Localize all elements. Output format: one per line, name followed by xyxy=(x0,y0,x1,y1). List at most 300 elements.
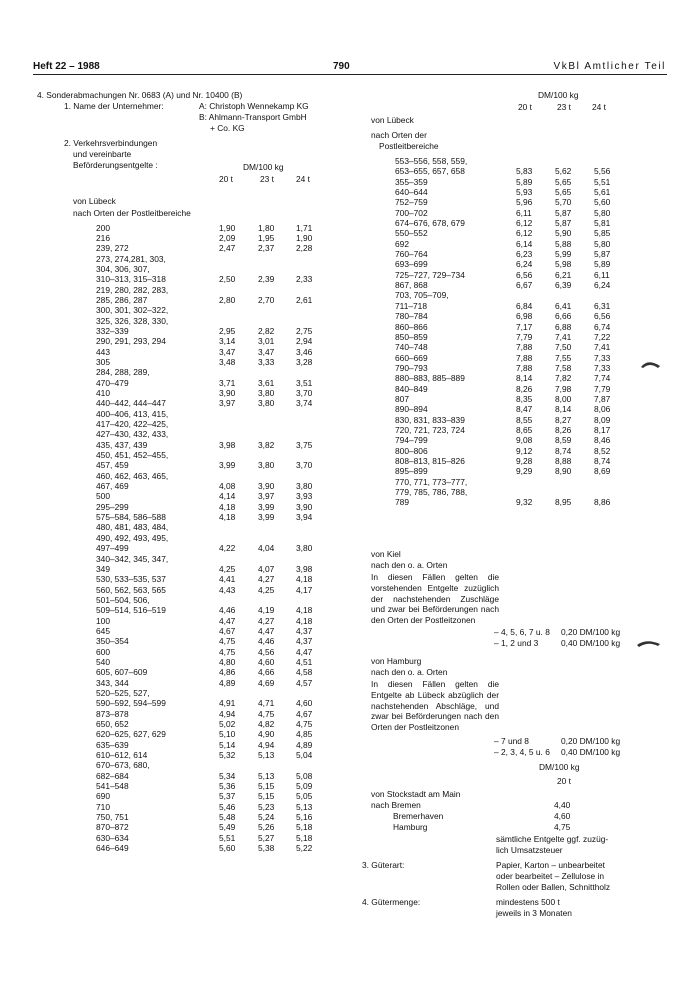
left-table-rate-24t: 3,28 xyxy=(296,356,313,367)
right-table-rate-23t: 7,50 xyxy=(555,342,572,353)
origin-hamburg: von Hamburg xyxy=(371,656,422,666)
hamburg-zone-2: – 2, 3, 4, 5 u. 6 xyxy=(494,747,550,757)
left-table-rate-24t: 3,98 xyxy=(296,563,313,574)
col-header-23t: 23 t xyxy=(260,174,274,184)
right-table-postcode: 808–813, 815–826 xyxy=(395,455,465,466)
col-header-24t: 24 t xyxy=(296,174,310,184)
left-table-row xyxy=(0,688,350,698)
left-table-row xyxy=(0,812,350,822)
right-table-row xyxy=(0,290,700,300)
right-table-row xyxy=(0,208,700,218)
left-table-rate-24t: 2,94 xyxy=(296,336,313,347)
right-table-rate-20t: 7,88 xyxy=(516,342,533,353)
left-table-rate-23t: 3,90 xyxy=(258,481,275,492)
left-table-postcode: 646–649 xyxy=(96,843,129,854)
right-table-postcode: 880–883, 885–889 xyxy=(395,373,465,384)
right-table-rate-20t: 9,29 xyxy=(516,466,533,477)
section-1-label: 1. Name der Unternehmer: xyxy=(64,101,164,111)
right-table-rate-23t: 5,88 xyxy=(555,238,572,249)
right-table-rate-24t: 6,31 xyxy=(594,300,611,311)
left-table-postcode: 295–299 xyxy=(96,501,129,512)
left-table-rate-24t: 4,89 xyxy=(296,739,313,750)
left-table-row xyxy=(0,533,350,543)
left-table-postcode: 690 xyxy=(96,791,110,802)
left-table-rate-24t: 3,80 xyxy=(296,481,313,492)
right-table-rate-20t: 5,83 xyxy=(516,166,533,177)
left-table-rate-20t: 3,48 xyxy=(219,356,236,367)
right-table-row xyxy=(0,456,700,466)
left-table-rate-20t: 2,95 xyxy=(219,325,236,336)
left-table-rate-24t: 4,17 xyxy=(296,584,313,595)
right-table-rate-20t: 8,35 xyxy=(516,393,533,404)
unit-header: DM/100 kg xyxy=(243,162,284,172)
left-table-row xyxy=(0,678,350,688)
right-table-postcode: 703, 705–709, xyxy=(395,290,449,301)
left-table-rate-23t: 4,94 xyxy=(258,739,275,750)
right-table-row xyxy=(0,156,700,166)
left-table-row xyxy=(0,585,350,595)
left-table-postcode: 630–634 xyxy=(96,832,129,843)
left-table-rate-20t: 2,09 xyxy=(219,232,236,243)
left-table-postcode: 500 xyxy=(96,491,110,502)
left-table-postcode: 520–525, 527, xyxy=(96,687,150,698)
right-table-postcode: 770, 771, 773–777, xyxy=(395,476,468,487)
left-table-rate-20t: 5,49 xyxy=(219,822,236,833)
left-table-rate-23t: 5,38 xyxy=(258,843,275,854)
left-table-postcode: 541–548 xyxy=(96,781,129,792)
right-table-rate-23t: 8,00 xyxy=(555,393,572,404)
left-table-rate-20t: 3,71 xyxy=(219,377,236,388)
left-table-rate-23t: 2,70 xyxy=(258,294,275,305)
left-table-rate-24t: 4,57 xyxy=(296,677,313,688)
left-table-rate-23t: 2,37 xyxy=(258,243,275,254)
right-table-row xyxy=(0,404,700,414)
right-table-rate-23t: 8,14 xyxy=(555,404,572,415)
left-table-rate-23t: 4,04 xyxy=(258,543,275,554)
right-table-postcode: 867, 868 xyxy=(395,280,428,291)
right-unit-header: DM/100 kg xyxy=(538,90,579,100)
left-table-rate-23t: 3,01 xyxy=(258,336,275,347)
right-destination-heading-1: nach Orten der xyxy=(371,130,427,140)
left-table-rate-20t: 5,48 xyxy=(219,812,236,823)
right-table-rate-24t: 7,87 xyxy=(594,393,611,404)
right-table-rate-20t: 6,84 xyxy=(516,300,533,311)
right-table-rate-24t: 8,52 xyxy=(594,445,611,456)
stockstadt-unit: DM/100 kg xyxy=(539,762,580,772)
left-table-postcode: 470–479 xyxy=(96,377,129,388)
left-table-rate-23t: 4,66 xyxy=(258,667,275,678)
left-table-rate-23t: 4,27 xyxy=(258,574,275,585)
hamburg-rate-2: 0,40 DM/100 kg xyxy=(561,747,621,757)
left-table-postcode: 650, 652 xyxy=(96,719,129,729)
right-table-row xyxy=(0,415,700,425)
left-table-postcode: 440–442, 444–447 xyxy=(96,398,166,409)
left-table-row xyxy=(0,522,350,532)
left-table-rate-23t: 4,71 xyxy=(258,698,275,709)
destination-heading: nach Orten der Postleitbereiche xyxy=(73,208,191,218)
kiel-zone-2: – 1, 2 und 3 xyxy=(494,638,539,648)
right-table-rate-23t: 7,55 xyxy=(555,352,572,363)
left-table-rate-24t: 2,33 xyxy=(296,274,313,285)
right-table-postcode: 760–764 xyxy=(395,249,428,260)
right-table-postcode: 789 xyxy=(395,497,409,508)
left-table-postcode: 873–878 xyxy=(96,708,129,719)
left-table-row xyxy=(0,647,350,657)
left-table-postcode: 635–639 xyxy=(96,739,129,750)
left-table-postcode: 509–514, 516–519 xyxy=(96,605,166,616)
left-table-rate-24t: 4,18 xyxy=(296,574,313,585)
left-table-rate-24t: 4,60 xyxy=(296,698,313,709)
left-table-rate-23t: 3,61 xyxy=(258,377,275,388)
right-table-row xyxy=(0,394,700,404)
left-table-postcode: 435, 437, 439 xyxy=(96,439,148,450)
left-table-rate-20t: 1,90 xyxy=(219,222,236,233)
left-table-rate-20t: 5,32 xyxy=(219,750,236,761)
right-table-rate-20t: 5,96 xyxy=(516,197,533,208)
right-table-rate-20t: 6,12 xyxy=(516,218,533,229)
left-table-rate-20t: 4,91 xyxy=(219,698,236,709)
left-table-rate-24t: 4,18 xyxy=(296,615,313,626)
right-table-rate-23t: 6,21 xyxy=(555,269,572,280)
left-table-rate-23t: 3,33 xyxy=(258,356,275,367)
left-table-rate-24t: 5,22 xyxy=(296,843,313,854)
stockstadt-to-hamburg: Hamburg xyxy=(393,822,428,832)
left-table-row xyxy=(0,616,350,626)
right-table-rate-24t: 7,22 xyxy=(594,331,611,342)
left-table-postcode: 450, 451, 452–455, xyxy=(96,450,169,461)
left-table-rate-24t: 4,37 xyxy=(296,625,313,636)
left-table-rate-20t: 4,08 xyxy=(219,481,236,492)
right-table-postcode: 794–799 xyxy=(395,435,428,446)
left-table-rate-20t: 2,47 xyxy=(219,243,236,254)
right-table-postcode: 640–644 xyxy=(395,187,428,198)
left-table-rate-23t: 1,80 xyxy=(258,222,275,233)
right-table-rate-20t: 9,12 xyxy=(516,445,533,456)
left-table-rate-20t: 3,90 xyxy=(219,388,236,398)
right-table-row xyxy=(0,239,700,249)
left-table-postcode: 239, 272 xyxy=(96,243,129,254)
left-table-rate-23t: 5,13 xyxy=(258,750,275,761)
left-table-rate-23t: 3,80 xyxy=(258,460,275,471)
right-table-rate-20t: 6,67 xyxy=(516,280,533,291)
right-col-header-24t: 24 t xyxy=(592,102,606,112)
right-table-rate-23t: 7,82 xyxy=(555,373,572,384)
col-header-20t: 20 t xyxy=(219,174,233,184)
left-table-row xyxy=(0,709,350,719)
right-table-rate-20t: 6,56 xyxy=(516,269,533,280)
left-table-rate-23t: 4,46 xyxy=(258,636,275,647)
left-table-rate-20t: 4,43 xyxy=(219,584,236,595)
left-table-postcode: 575–584, 586–588 xyxy=(96,512,166,523)
right-table-rate-23t: 5,70 xyxy=(555,197,572,208)
left-table-rate-24t: 5,05 xyxy=(296,791,313,802)
right-table-row xyxy=(0,270,700,280)
left-table-rate-23t: 4,19 xyxy=(258,605,275,616)
left-table-row xyxy=(0,791,350,801)
right-table-row xyxy=(0,353,700,363)
left-table-postcode: 290, 291, 293, 294 xyxy=(96,336,166,347)
left-table-row xyxy=(0,750,350,760)
left-table-rate-24t: 3,93 xyxy=(296,491,313,502)
right-table-rate-20t: 8,14 xyxy=(516,373,533,384)
vat-note-1: sämtliche Entgelte ggf. zuzüg- xyxy=(496,834,609,844)
goods-quantity-1: mindestens 500 t xyxy=(496,897,560,907)
left-table-row xyxy=(0,657,350,667)
right-table-rate-23t: 5,98 xyxy=(555,259,572,270)
left-table-rate-20t: 5,34 xyxy=(219,770,236,781)
right-table-rate-24t: 7,74 xyxy=(594,373,611,384)
left-table-rate-20t: 4,86 xyxy=(219,667,236,678)
left-table-rate-23t: 4,07 xyxy=(258,563,275,574)
right-table-row xyxy=(0,477,700,487)
right-table-row xyxy=(0,373,700,383)
left-table-rate-23t: 4,60 xyxy=(258,656,275,667)
right-col-header-23t: 23 t xyxy=(557,102,571,112)
right-table-rate-23t: 8,95 xyxy=(555,497,572,508)
left-table-rate-24t: 2,28 xyxy=(296,243,313,254)
right-table-row xyxy=(0,166,700,176)
left-table-postcode: 467, 469 xyxy=(96,481,129,492)
left-table-rate-23t: 4,47 xyxy=(258,625,275,636)
left-table-rate-23t: 3,99 xyxy=(258,512,275,523)
right-table-postcode: 553–556, 558, 559, xyxy=(395,156,468,166)
right-table-rate-23t: 6,66 xyxy=(555,311,572,322)
right-table-rate-20t: 7,88 xyxy=(516,362,533,373)
left-table-row xyxy=(0,554,350,564)
left-table-rate-23t: 5,26 xyxy=(258,822,275,833)
right-table-rate-24t: 8,17 xyxy=(594,424,611,435)
right-table-postcode: 693–699 xyxy=(395,259,428,270)
left-table-postcode: 343, 344 xyxy=(96,677,129,688)
left-table-rate-24t: 2,75 xyxy=(296,325,313,336)
hamburg-destination: nach den o. a. Orten xyxy=(371,667,448,677)
right-table-rate-23t: 8,26 xyxy=(555,424,572,435)
right-table-rate-20t: 7,88 xyxy=(516,352,533,363)
left-table-rate-23t: 5,23 xyxy=(258,801,275,812)
hamburg-rate-1: 0,20 DM/100 kg xyxy=(561,736,621,746)
left-table-postcode: 710 xyxy=(96,801,110,812)
goods-type-3: Rollen oder Ballen, Schnittholz xyxy=(496,882,611,892)
left-table-row xyxy=(0,564,350,574)
left-table-row xyxy=(0,729,350,739)
right-table-rate-23t: 8,74 xyxy=(555,445,572,456)
right-table-row xyxy=(0,280,700,290)
left-table-rate-20t: 4,41 xyxy=(219,574,236,585)
left-table-postcode: 427–430, 432, 433, xyxy=(96,429,169,440)
left-table-rate-20t: 5,46 xyxy=(219,801,236,812)
left-table-rate-20t: 5,60 xyxy=(219,843,236,854)
right-table-row xyxy=(0,301,700,311)
right-table-rate-20t: 6,12 xyxy=(516,228,533,239)
left-table-rate-23t: 3,99 xyxy=(258,501,275,512)
left-table-rate-23t: 4,56 xyxy=(258,646,275,657)
left-table-row xyxy=(0,843,350,853)
left-table-row xyxy=(0,636,350,646)
left-table-rate-24t: 5,13 xyxy=(296,801,313,812)
left-table-rate-20t: 5,14 xyxy=(219,739,236,750)
right-table-rate-24t: 6,56 xyxy=(594,311,611,322)
left-table-rate-24t: 4,67 xyxy=(296,708,313,719)
left-table-rate-24t: 4,47 xyxy=(296,646,313,657)
left-table-rate-20t: 3,47 xyxy=(219,346,236,357)
page-number: 790 xyxy=(333,61,350,72)
right-table-rate-23t: 5,87 xyxy=(555,218,572,229)
origin-luebeck: von Lübeck xyxy=(73,196,116,206)
right-table-rate-24t: 8,74 xyxy=(594,455,611,466)
left-table-rate-20t: 4,18 xyxy=(219,501,236,512)
right-table-row xyxy=(0,228,700,238)
right-table-row xyxy=(0,487,700,497)
left-table-postcode: 305 xyxy=(96,356,110,367)
right-table-rate-20t: 6,23 xyxy=(516,249,533,260)
left-table-postcode: 410 xyxy=(96,388,110,398)
left-table-row xyxy=(0,595,350,605)
kiel-rate-2: 0,40 DM/100 kg xyxy=(561,638,621,648)
right-table-rate-24t: 5,87 xyxy=(594,249,611,260)
section-2-label-1: 2. Verkehrsverbindungen xyxy=(64,138,158,148)
right-table-rate-20t: 9,32 xyxy=(516,497,533,508)
kiel-zone-1: – 4, 5, 6, 7 u. 8 xyxy=(494,627,550,637)
right-table-rate-24t: 8,69 xyxy=(594,466,611,477)
right-table-rate-20t: 8,55 xyxy=(516,414,533,425)
right-table-rate-23t: 5,99 xyxy=(555,249,572,260)
stockstadt-to-bremen: nach Bremen xyxy=(371,800,421,810)
left-table-rate-20t: 4,75 xyxy=(219,646,236,657)
right-table-postcode: 692 xyxy=(395,238,409,249)
right-table-row xyxy=(0,497,700,507)
right-table-rate-20t: 6,14 xyxy=(516,238,533,249)
left-table-rate-20t: 4,46 xyxy=(219,605,236,616)
left-table-rate-24t: 5,09 xyxy=(296,781,313,792)
left-table-rate-20t: 4,67 xyxy=(219,625,236,636)
left-table-postcode: 457, 459 xyxy=(96,460,129,471)
left-table-row xyxy=(0,512,350,522)
left-table-rate-23t: 4,82 xyxy=(258,719,275,729)
right-table-rate-24t: 8,09 xyxy=(594,414,611,425)
right-table-postcode: 653–655, 657, 658 xyxy=(395,166,465,177)
running-header-right: VkBl Amtlicher Teil xyxy=(553,61,666,72)
company-b: B: Ahlmann-Transport GmbH xyxy=(199,112,307,122)
right-table-row xyxy=(0,332,700,342)
left-table-row xyxy=(0,719,350,729)
left-table-postcode: 620–625, 627, 629 xyxy=(96,729,166,740)
right-table-rate-23t: 5,90 xyxy=(555,228,572,239)
left-table-postcode: 200 xyxy=(96,222,110,233)
right-col-header-20t: 20 t xyxy=(518,102,532,112)
left-table-postcode: 300, 301, 302–322, xyxy=(96,305,169,316)
right-table-postcode: 550–552 xyxy=(395,228,428,239)
left-table-postcode: 325, 326, 328, 330, xyxy=(96,315,169,326)
right-table-rate-20t: 6,98 xyxy=(516,311,533,322)
goods-type-1: Papier, Karton – unbearbeitet xyxy=(496,860,605,870)
left-table-row xyxy=(0,626,350,636)
left-table-postcode: 340–342, 345, 347, xyxy=(96,553,169,564)
right-table-row xyxy=(0,311,700,321)
right-table-postcode: 780–784 xyxy=(395,311,428,322)
right-table-row xyxy=(0,259,700,269)
right-table-postcode: 860–866 xyxy=(395,321,428,332)
kiel-destination: nach den o. a. Orten xyxy=(371,560,448,570)
left-table-row xyxy=(0,543,350,553)
left-table-row xyxy=(0,802,350,812)
right-table-rate-24t: 7,33 xyxy=(594,352,611,363)
left-table-postcode: 417–420, 422–425, xyxy=(96,419,169,430)
left-table-postcode: 497–499 xyxy=(96,543,129,554)
right-table-postcode: 720, 721, 723, 724 xyxy=(395,424,465,435)
right-table-rate-23t: 7,41 xyxy=(555,331,572,342)
left-table-rate-23t: 2,82 xyxy=(258,325,275,336)
left-table-rate-23t: 1,95 xyxy=(258,232,275,243)
left-table-postcode: 284, 288, 289, xyxy=(96,367,150,378)
vat-note-2: lich Umsatzsteuer xyxy=(496,845,563,855)
left-table-postcode: 350–354 xyxy=(96,636,129,647)
left-table-postcode: 310–313, 315–318 xyxy=(96,274,166,285)
right-table-postcode: 752–759 xyxy=(395,197,428,208)
goods-quantity-2: jeweils in 3 Monaten xyxy=(496,908,572,918)
hamburg-zone-1: – 7 und 8 xyxy=(494,736,529,746)
right-table-rate-24t: 5,51 xyxy=(594,176,611,187)
left-table-postcode: 273, 274,281, 303, xyxy=(96,253,166,264)
left-table-rate-23t: 3,47 xyxy=(258,346,275,357)
right-table-rate-23t: 5,65 xyxy=(555,187,572,198)
left-table-rate-24t: 3,80 xyxy=(296,543,313,554)
left-table-rate-23t: 4,25 xyxy=(258,584,275,595)
left-table-rate-23t: 5,13 xyxy=(258,770,275,781)
left-table-rate-24t: 1,90 xyxy=(296,232,313,243)
left-table-rate-20t: 5,02 xyxy=(219,719,236,729)
right-table-rate-24t: 6,11 xyxy=(594,269,610,280)
left-table-row xyxy=(0,605,350,615)
right-table-rate-23t: 5,65 xyxy=(555,176,572,187)
right-table-rate-23t: 8,27 xyxy=(555,414,572,425)
left-table-row xyxy=(0,822,350,832)
left-table-rate-20t: 4,14 xyxy=(219,491,236,502)
left-table-rate-20t: 4,22 xyxy=(219,543,236,554)
right-destination-heading-2: Postleitbereiche xyxy=(379,141,439,151)
kiel-surcharge-text: In diesen Fällen gelten die vorstehenden Entgelte zuzüglich der nachstehenden Zuschläge und zwar bei Beförderungen nach den Orten der Postleitzonen xyxy=(371,572,499,626)
left-table-rate-24t: 5,08 xyxy=(296,770,313,781)
kiel-rate-1: 0,20 DM/100 kg xyxy=(561,627,621,637)
left-table-rate-20t: 3,14 xyxy=(219,336,236,347)
right-table-postcode: 890–894 xyxy=(395,404,428,415)
section-2-label-3: Beförderungsentgelte : xyxy=(73,160,158,170)
left-table-rate-20t: 5,37 xyxy=(219,791,236,802)
left-table-rate-20t: 4,18 xyxy=(219,512,236,523)
right-table-rate-23t: 6,39 xyxy=(555,280,572,291)
right-table-postcode: 790–793 xyxy=(395,362,428,373)
left-table-rate-23t: 3,97 xyxy=(258,491,275,502)
left-table-rate-23t: 5,24 xyxy=(258,812,275,823)
left-table-rate-20t: 4,80 xyxy=(219,656,236,667)
right-table-rate-24t: 7,79 xyxy=(594,383,611,394)
left-table-rate-23t: 4,75 xyxy=(258,708,275,719)
right-table-postcode: 355–359 xyxy=(395,176,428,187)
left-table-row xyxy=(0,574,350,584)
hamburg-discount-text: In diesen Fällen gelten die Entgelte ab Lübeck abzüglich der nachstehenden Abschläge, und zwar bei Beförderungen nach den Orten der Postleitzonen xyxy=(371,679,499,733)
stockstadt-rate-bremen: 4,40 xyxy=(554,800,571,810)
left-table-postcode: 332–339 xyxy=(96,325,129,336)
left-table-rate-20t: 2,80 xyxy=(219,294,236,305)
origin-stockstadt: von Stockstadt am Main xyxy=(371,789,461,799)
left-table-postcode: 219, 280, 282, 283, xyxy=(96,284,169,295)
left-table-postcode: 540 xyxy=(96,656,110,667)
right-table-rate-24t: 5,81 xyxy=(594,218,611,229)
section-2-label-2: und vereinbarte xyxy=(73,149,132,159)
left-table-row xyxy=(0,833,350,843)
right-table-rate-24t: 8,46 xyxy=(594,435,611,446)
left-table-rate-20t: 5,51 xyxy=(219,832,236,843)
right-table-row xyxy=(0,466,700,476)
